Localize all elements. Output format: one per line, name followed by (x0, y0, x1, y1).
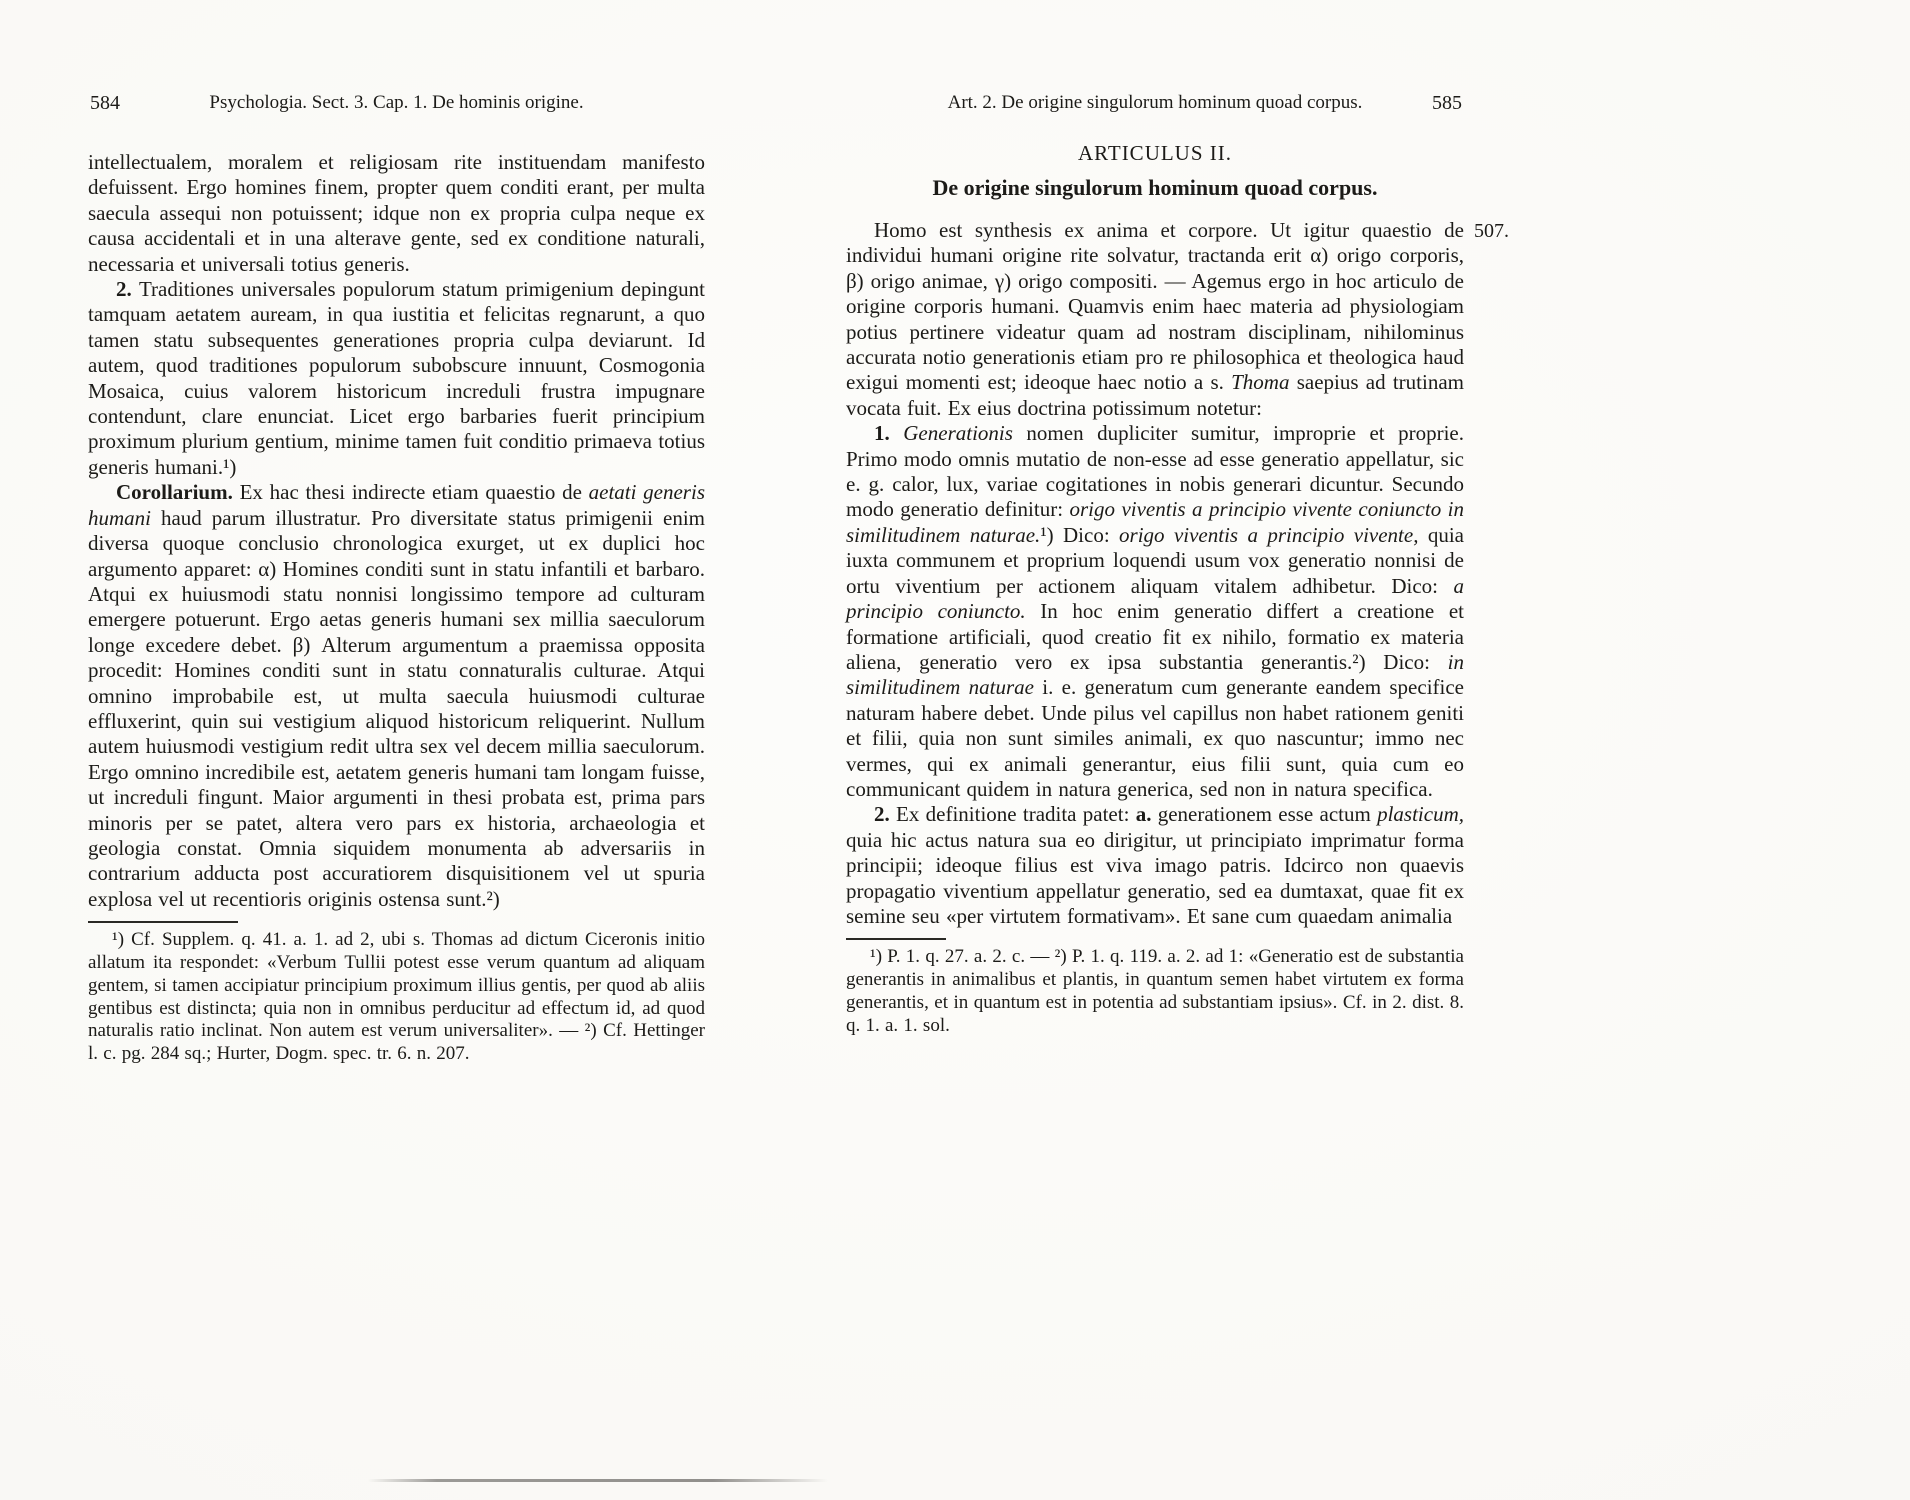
italic-text-run: a principio coniuncto. (846, 573, 1464, 624)
left-running-header-title: Psychologia. Sect. 3. Cap. 1. De hominis origine. (209, 92, 584, 113)
left-page-body (88, 150, 705, 912)
paragraph (88, 150, 705, 277)
paragraph (846, 946, 1464, 1037)
text-run: generationem esse actum (1151, 802, 1378, 827)
italic-text-run: aetati generis humani (88, 480, 705, 530)
italic-text-run: origo viventis a principio vivente, (1119, 522, 1419, 547)
paragraph (846, 802, 1464, 929)
italic-text-run: origo viventis a principio vivente coniuncto in similitudinem naturae. (846, 497, 1464, 547)
bold-text-run: 1. (874, 421, 904, 446)
right-page-body (846, 218, 1464, 929)
text-run: i. e. generatum cum generante eandem specifice naturam habere debet. Unde pilus vel capillus non habet rationem geniti et filii, quia non sunt similes animali, ex quo nascuntur; immo nec vermes, qui ex animali generantur, eius filii sunt, quia cum eo communicant quidem in natura generica, sed non in natura specifica. (846, 675, 1464, 801)
paragraph (88, 480, 705, 912)
italic-text-run: Thoma (1231, 370, 1290, 395)
text-run: ¹) P. 1. q. 27. a. 2. c. — ²) P. 1. q. 119. a. 2. ad 1: «Generatio est de substantia generantis in animalibus et plantis, in quantum semen habet virtutem ex forma generantis, et in quantum est in potentia ad substantiam ipsius». Cf. in 2. dist. 8. q. 1. a. 1. sol. (846, 946, 1464, 1036)
paragraph (88, 929, 705, 1066)
text-run: intellectualem, moralem et religiosam rite instituendam manifesto defuissent. Ergo homines finem, propter quem conditi erant, per multa saecula assequi non potuissent; idque non ex propria culpa neque ex causa accidentali et in una alterave gente, sed ex conditione naturali, necessaria et universali totius generis. (88, 150, 705, 276)
text-run: ¹) Dico: (1040, 522, 1120, 547)
right-running-header-title: Art. 2. De origine singulorum hominum quoad corpus. (947, 92, 1363, 113)
scan-edge-artifact (368, 1479, 828, 1482)
right-page-number: 585 (1432, 92, 1462, 114)
right-running-header (846, 92, 1464, 114)
text-run: quia iuxta communem et proprium loquendi usum vox generatio nonnisi de ortu viventium per actionem aliquam vitalem adhibetur. Dico: (846, 522, 1464, 598)
paragraph (846, 421, 1464, 802)
right-footnote (846, 946, 1464, 1037)
article-subtitle: De origine singulorum hominum quoad corpus. (932, 175, 1378, 200)
text-run: In hoc enim generatio differt a creatione et formatione artificiali, quod creatio fit ex nihilo, formatio ex materia aliena, generatio vero ex ipsa substantia generantis.²) Dico: (846, 599, 1464, 674)
page-left (88, 92, 705, 1066)
left-page-number: 584 (90, 92, 120, 114)
italic-text-run: plasticum, (1377, 802, 1465, 827)
italic-text-run: Generationis (903, 421, 1013, 446)
margin-section-number: 507. (1474, 220, 1509, 242)
text-run: Ex hac thesi indirecte etiam quaestio de (232, 480, 589, 505)
text-run: haud parum illustratur. Pro diversitate status primigenii enim diversa quoque conclusio chronologica exurget, ut ex duplici hoc argumento apparet: α) Homines conditi sunt in statu infantili et barbaro. Atqui ex huiusmodi statu nonnisi longissimo tempore ad culturam emergere potuerunt. Ergo aetas generis humani sex millia saeculorum longe excedere debet. β) Alterum argumentum a praemissa opposita procedit: Homines conditi sunt in statu connaturalis culturae. Atqui omnino improbabile est, ut multa saecula huiusmodi culturae effluxerint, quin sui vestigium aliquod historicum reliquerint. Nullum autem huiusmodi vestigium redit ultra sex vel decem millia saeculorum. Ergo omnino incredibile est, aetatem generis humani tam longam fuisse, ut increduli fingunt. Maior argumenti in thesi probata est, prima pars minoris per se patet, altera vero pars ex historia, archaeologia et geologia constat. Omnia siquidem monumenta ab adversariis in contrarium adducta post accuratiorem disquisitionem vel ut spuria explosa vel ut recentioris originis ostensa sunt.²) (88, 505, 705, 911)
left-footnote-rule (88, 921, 238, 923)
page-right (846, 92, 1509, 1038)
text-run: quia hic actus natura sua eo dirigitur, ut principiato imprimatur forma principii; ideoque filius est viva imago patris. Idcirco non quaevis propagatio viventium appellatur generatio, sed ea dumtaxat, quae fit ex semine seu «per virtutem formativam». Et sane cum quaedam animalia (846, 827, 1464, 928)
right-footnote-rule (846, 938, 946, 940)
paragraph (846, 218, 1464, 421)
left-footnote (88, 929, 705, 1066)
text-run: Ex definitione tradita patet: (896, 802, 1136, 827)
text-run: saepius ad trutinam vocata fuit. Ex eius doctrina potissimum notetur: (846, 370, 1464, 420)
text-run: Homo est synthesis ex anima et corpore. Ut igitur quaestio de individui humani origine rite solvatur, tractanda erit α) origo corporis, β) origo animae, γ) origo compositi. — Agemus ergo in hoc articulo de origine corporis humani. Quamvis enim haec materia ad physiologiam potius pertinere videatur quam ad nostram disciplinam, nihilominus accurata notio generationis etiam pro re philosophica et theologica haud exigui momenti est; ideoque haec notio a s. (846, 218, 1464, 395)
text-run: nomen dupliciter sumitur, improprie et proprie. Primo modo omnis mutatio de non-esse ad esse generatio appellatur, sic e. g. calor, lux, variae cogitationes in nobis generari dicuntur. Secundo modo generatio definitur: (846, 421, 1464, 522)
bold-text-run: 2. (874, 802, 897, 827)
text-run: Traditiones universales populorum statum primigenium depingunt tamquam aetatem auream, in qua iustitia et felicitas regnarunt, a quo tamen statu subsequentes generationes propria culpa deviarunt. Id autem, quod traditiones populorum subobscure innuunt, Cosmogonia Mosaica, cuius valorem historicum increduli frustra impugnare contendunt, clare enunciat. Licet ergo barbaries fuerit principium proximum plurium gentium, minime tamen fuit conditio primaeva totius generis humani.¹) (88, 277, 706, 479)
text-run: ¹) Cf. Supplem. q. 41. a. 1. ad 2, ubi s. Thomas ad dictum Ciceronis initio allatum ita respondet: «Verbum Tullii potest esse verum quantum ad aliquam gentem, si tamen accipiatur principium proximum illius gentis, per quod ab aliis gentibus est distincta; quia non in omnibus perducitur ad effectum id, ad quod naturalis ratio inclinat. Non autem est verum universaliter». — ²) Cf. Hettinger l. c. pg. 284 sq.; Hurter, Dogm. spec. tr. 6. n. 207. (88, 929, 705, 1065)
bold-text-run: a. (1135, 802, 1152, 827)
paragraph (88, 277, 705, 480)
left-running-header (88, 92, 705, 114)
article-title: ARTICULUS II. (1077, 141, 1233, 165)
italic-text-run: in similitudinem naturae (846, 649, 1464, 700)
bold-text-run: 2. (116, 277, 139, 302)
bold-text-run: Corollarium. (116, 480, 233, 505)
